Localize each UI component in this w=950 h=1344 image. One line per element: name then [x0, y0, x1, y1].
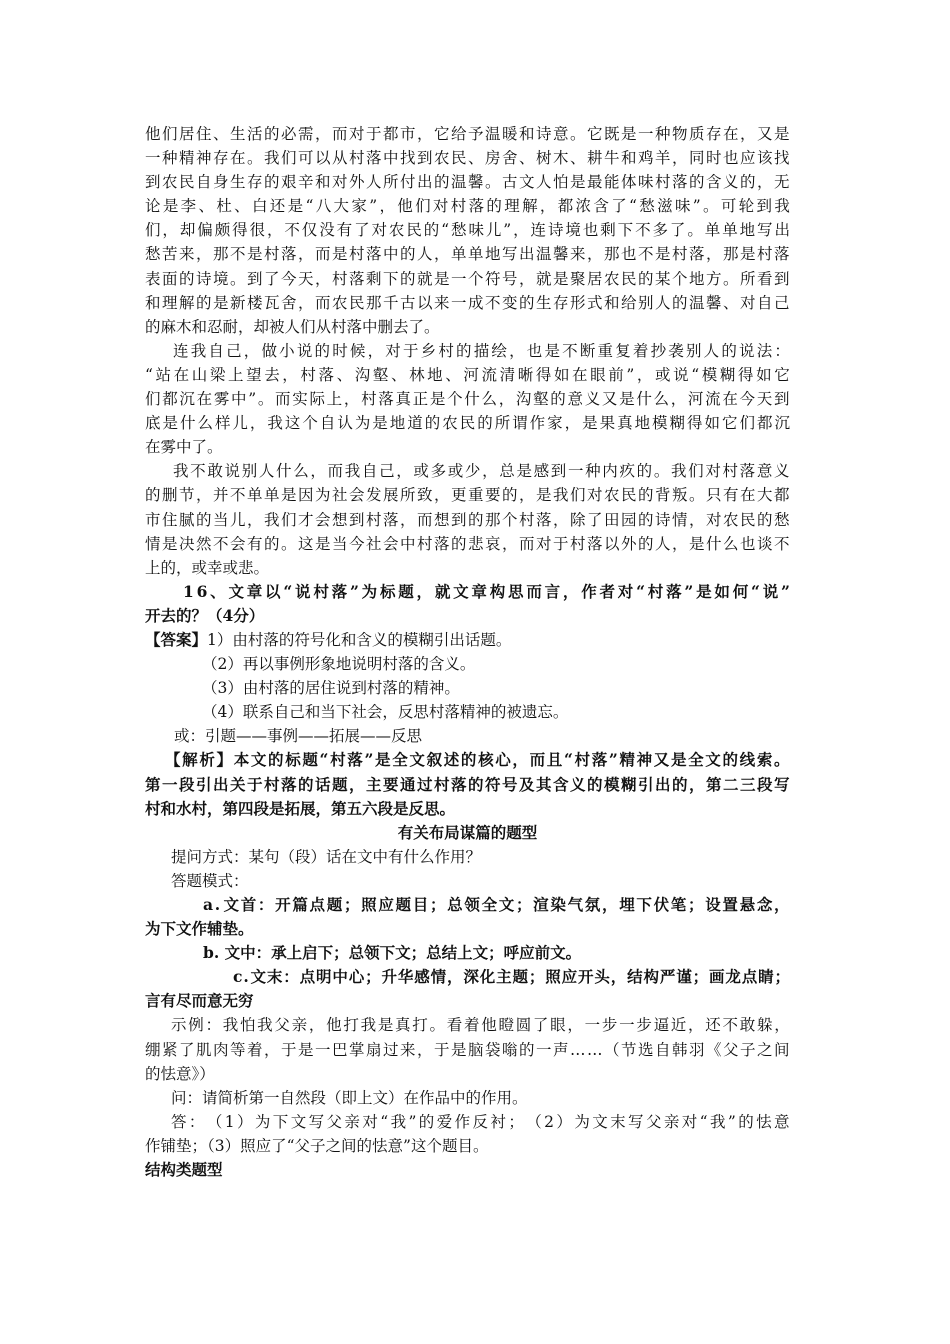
mode-c-line-2: 言有尽而意无穷: [145, 991, 254, 1011]
answer-item-1: 1）由村落的符号化和含义的模糊引出话题。: [207, 630, 512, 649]
question-16-line-2: 开去的？（4分）: [145, 605, 265, 625]
ask-line: 问：请简析第一自然段（即上文）在作品中的作用。: [171, 1088, 528, 1107]
paragraph-1-line-6: 愁 苦 来 ， 那 不 是 村 落 ， 而 是 村 落 中 的 人 ， 单 单 地 写 出 温 馨 来 ， 那 也 不 是 村 落 ， 那 是 村 落: [145, 245, 790, 264]
paragraph-2-line-2: “ 站 在 山 梁 上 望 去 ， 村 落 、 沟 壑 、 林 地 、 河 流 清 晰 得 如 在 眼 前 ” ， 或 说 “ 模 糊 得 如 它: [145, 365, 790, 384]
document-page: [145, 122, 790, 1182]
answer-item-3: （3）由村落的居住说到村落的精神。: [202, 679, 460, 698]
paragraph-2-line-5: 在雾中了。: [145, 438, 223, 457]
answer-item-4: （4）联系自己和当下社会，反思村落精神的被遗忘。: [202, 703, 569, 722]
paragraph-3-line-1: 我 不 敢 说 别 人 什 么 ， 而 我 自 己 ， 或 多 或 少 ， 总 是 感 到 一 种 内 疚 的 。 我 们 对 村 落 意 义: [173, 462, 790, 481]
paragraph-1-line-7: 表 面 的 诗 境 。 到 了 今 天 ， 村 落 剩 下 的 就 是 一 个 符 号 ， 就 是 聚 居 农 民 的 某 个 地 方 。 所 看 到: [145, 269, 790, 288]
analysis-line-1: 【 解 析 】 本 文 的 标 题 “ 村 落 ” 是 全 文 叙 述 的 核 心 ， 而 且 “ 村 落 ” 精 神 又 是 全 文 的 线 索 。: [165, 750, 790, 770]
paragraph-3-line-3: 市 住 腻 的 当 儿 ， 我 们 才 会 想 到 村 落 ， 而 想 到 的 那 个 村 落 ， 除 了 田 园 的 诗 情 ， 对 农 民 的 愁: [145, 510, 790, 529]
reply-line-1: 答 ： （ 1 ） 为 下 文 写 父 亲 对 “ 我 ” 的 爱 作 反 衬 ； （ 2 ） 为 文 末 写 父 亲 对 “ 我 ” 的 怯 意: [171, 1112, 790, 1131]
article-body: [145, 122, 790, 580]
paragraph-2-line-3: 们 都 沉 在 雾 中 ” 。 而 实 际 上 ， 村 落 真 正 是 个 什 么 ， 沟 壑 的 意 义 又 是 什 么 ， 河 流 在 今 天 到: [145, 390, 790, 409]
paragraph-2-line-4: 底 是 什 么 样 儿 ， 我 这 个 自 认 为 是 地 道 的 农 民 的 所 谓 作 家 ， 是 果 真 地 模 糊 得 如 它 们 都 沉: [145, 414, 790, 433]
question-16-line-1: 1 6 、 文 章 以 “ 说 村 落 ” 为 标 题 ， 就 文 章 构 思 而 言 ， 作 者 对 “ 村 落 ” 是 如 何 “ 说 ”: [183, 581, 790, 601]
mode-a-line-1: a . 文 首 ： 开 篇 点 题 ； 照 应 题 目 ； 总 领 全 文 ； 渲 染 气 氛 ， 埋 下 伏 笔 ； 设 置 悬 念 ，: [203, 895, 790, 914]
answer-item-2: （2）再以事例形象地说明村落的含义。: [202, 655, 476, 674]
paragraph-1-line-5: 们 ， 却 偏 颇 得 很 ， 不 仅 没 有 了 对 农 民 的 “ 愁 味 儿 ” ， 连 诗 境 也 剩 下 不 多 了 。 单 单 地 写 出: [145, 221, 790, 240]
question-way: 提问方式：某句（段）话在文中有什么作用？: [171, 847, 482, 866]
paragraph-1-line-1: 他 们 居 住 、 生 活 的 必 需 ， 而 对 于 都 市 ， 它 给 予 温 暖 和 诗 意 。 它 既 是 一 种 物 质 存 在 ， 又 是: [145, 125, 790, 143]
example-line-1: 示 例 ： 我 怕 我 父 亲 ， 他 打 我 是 真 打 。 看 着 他 瞪 圆 了 眼 ， 一 步 一 步 逼 近 ， 还 不 敢 躲 ，: [171, 1016, 790, 1035]
reply-line-2: 作铺垫；（3）照应了“父子之间的怯意”这个题目。: [145, 1136, 489, 1155]
paragraph-1-line-9: 的麻木和忍耐，却被人们从村落中删去了。: [145, 317, 440, 336]
paragraph-1-line-2: 一 种 精 神 存 在 。 我 们 可 以 从 村 落 中 找 到 农 民 、 房 舍 、 树 木 、 耕 牛 和 鸡 羊 ， 同 时 也 应 该 找: [145, 149, 790, 168]
analysis-line-2: 第 一 段 引 出 关 于 村 落 的 话 题 ， 主 要 通 过 村 落 的 符 号 及 其 含 义 的 模 糊 引 出 的 ， 第 二 三 段 写: [145, 774, 790, 794]
mode-b: b. 文中：承上启下；总领下文；总结上文；呼应前文。: [203, 943, 582, 963]
mode-a-line-2: 为下文作辅垫。: [145, 919, 254, 939]
mode-c-line-1: c . 文 末 ： 点 明 中 心 ； 升 华 感 情 ， 深 化 主 题 ； 照 应 开 头 ， 结 构 严 谨 ； 画 龙 点 睛 ；: [233, 967, 790, 987]
answer-mode-label: 答题模式：: [171, 871, 249, 890]
answer-label: 【答案】: [145, 629, 208, 649]
example-line-3: 的怯意》）: [145, 1064, 215, 1083]
example-line-2: 绷 紧 了 肌 肉 等 着 ， 于 是 一 巴 掌 扇 过 来 ， 于 是 脑 袋 嗡 的 一 声 … … （ 节 选 自 韩 羽 《 父 子 之 间: [145, 1040, 790, 1059]
paragraph-1-line-8: 和 理 解 的 是 新 楼 瓦 舍 ， 而 农 民 那 千 古 以 来 一 成 不 变 的 生 存 形 式 和 给 别 人 的 温 馨 、 对 自 己: [145, 293, 790, 312]
paragraph-1-line-4: 论 是 李 、 杜 、 白 还 是 “ 八 大 家 ” ， 他 们 对 村 落 的 理 解 ， 都 浓 含 了 “ 愁 滋 味 ” 。 可 轮 到 我: [145, 197, 790, 216]
analysis-line-3: 村和水村，第四段是拓展，第五六段是反思。: [145, 798, 456, 818]
answer-first-line: [145, 628, 790, 652]
paragraph-2-line-1: 连 我 自 己 ， 做 小 说 的 时 候 ， 对 于 乡 村 的 描 绘 ， 也 是 不 断 重 复 着 抄 袭 别 人 的 说 法 ：: [173, 341, 790, 360]
section-title: 有关布局谋篇的题型: [397, 822, 538, 842]
paragraph-3-line-2: 的 删 节 ， 并 不 单 单 是 因 为 社 会 发 展 所 致 ， 更 重 要 的 ， 是 我 们 对 农 民 的 背 叛 。 只 有 在 大 都: [145, 486, 790, 505]
paragraph-3-line-5: 上的，或幸或悲。: [145, 558, 270, 577]
paragraph-1-line-3: 到 农 民 自 身 生 存 的 艰 辛 和 对 外 人 所 付 出 的 温 馨 。 古 文 人 怕 是 最 能 体 味 村 落 的 含 义 的 ， 无: [145, 173, 790, 192]
paragraph-3-line-4: 情 是 决 然 不 会 有 的 。 这 是 当 今 社 会 中 村 落 的 悲 哀 ， 而 对 于 村 落 以 外 的 人 ， 是 什 么 也 谈 不: [145, 534, 790, 553]
answer-alternative: 或：引题——事例——拓展——反思: [174, 727, 423, 746]
structure-heading: 结构类题型: [145, 1160, 223, 1180]
